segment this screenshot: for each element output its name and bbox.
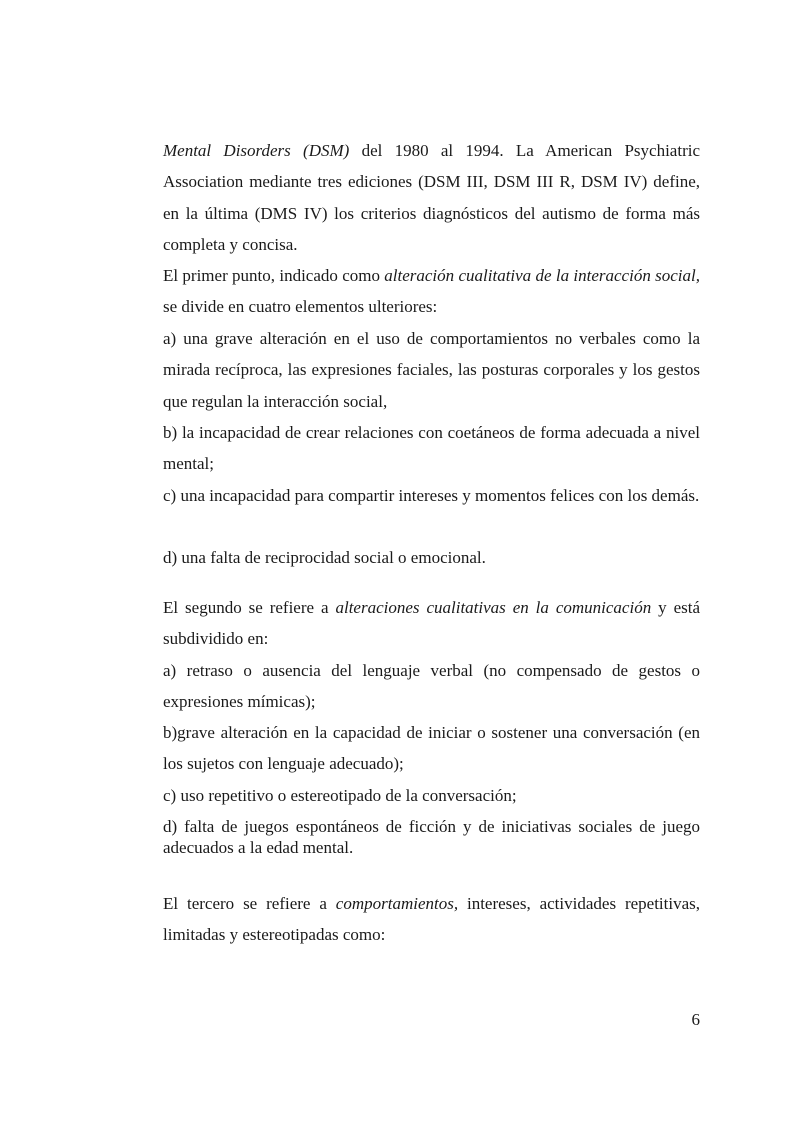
paragraph-first-point: El primer punto, indicado como alteración cualitativa de la interacción social, se divide en cuatro elementos ulteriores: [163, 266, 700, 317]
paragraph-third-point: El tercero se refiere a comportamientos, intereses, actividades repetitivas, limitadas y estereotipadas como: [163, 894, 701, 945]
list-item-b-conversation: b)grave alteración en la capacidad de iniciar o sostener una conversación (en los sujetos con lenguaje adecuado); [163, 723, 700, 774]
list-item-c-interests: c) una incapacidad para compartir intereses y momentos felices con los demás. [163, 486, 700, 505]
italic-term-communication: alteraciones cualitativas en la comunicación [335, 598, 652, 617]
list-item-a-nonverbal: a) una grave alteración en el uso de comportamientos no verbales como la mirada recíproca, las expresiones faciales, las posturas corporales y los gestos que regulan la interacción social, [163, 329, 700, 411]
list-item-a-language: a) retraso o ausencia del lenguaje verbal (no compensado de gestos o expresiones mímicas); [163, 661, 700, 712]
paragraph-dsm-intro: Mental Disorders (DSM) del 1980 al 1994. La American Psychiatric Association mediante tres ediciones (DSM III, DSM III R, DSM IV) define, en la última (DMS IV) los criterios diagnósticos del autismo de forma más completa y concisa. [163, 141, 700, 254]
list-item-c-repetitive: c) uso repetitivo o estereotipado de la conversación; [163, 786, 517, 805]
italic-term-social-interaction: alteración cualitativa de la interacción social, [384, 266, 700, 285]
italic-term-dsm: Mental Disorders (DSM) [163, 141, 350, 160]
list-item-b-relations: b) la incapacidad de crear relaciones con coetáneos de forma adecuada a nivel mental; [163, 423, 700, 474]
list-item-d-reciprocity: d) una falta de reciprocidad social o emocional. [163, 548, 486, 567]
paragraph-second-point: El segundo se refiere a alteraciones cualitativas en la comunicación y está subdividido en: [163, 598, 700, 649]
page-number: 6 [691, 1010, 700, 1029]
italic-term-behaviors: comportamientos, [335, 894, 459, 913]
list-item-d-games: d) falta de juegos espontáneos de ficción y de iniciativas sociales de juego adecuados a la edad mental. [163, 817, 700, 857]
